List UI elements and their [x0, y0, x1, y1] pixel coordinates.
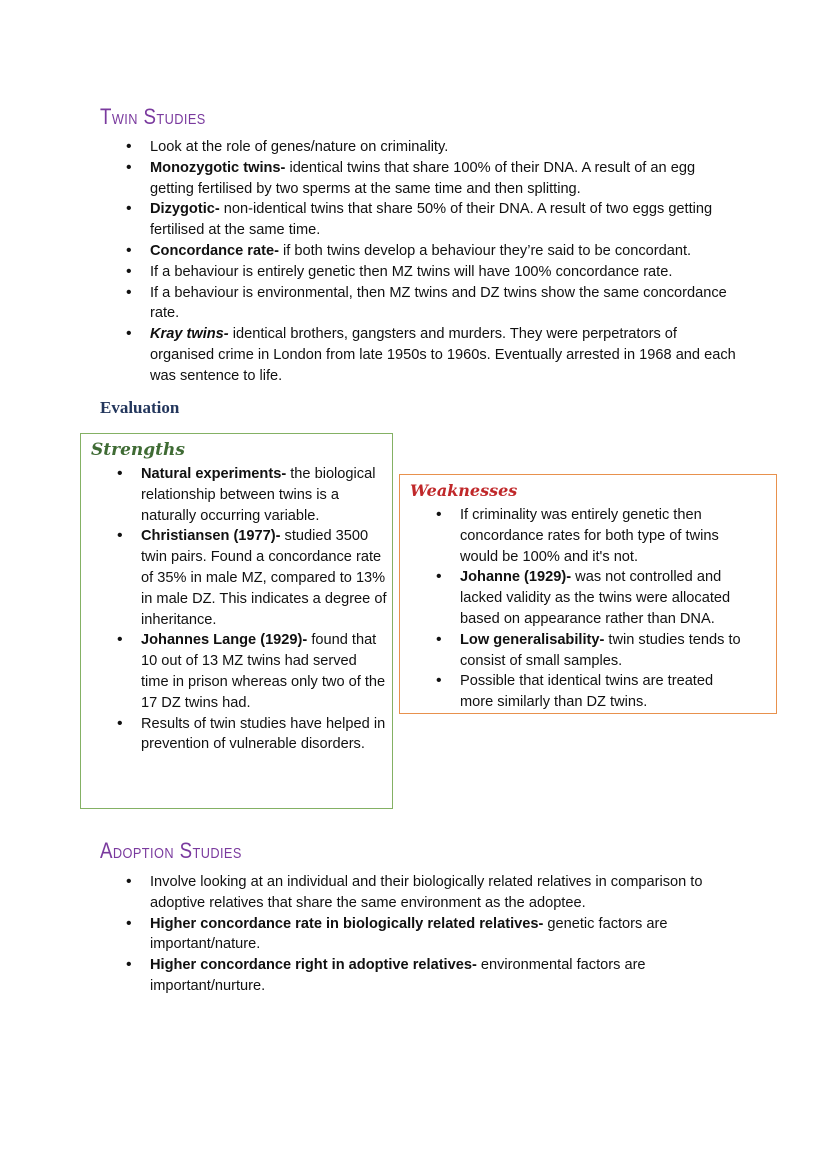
- item-term: Low generalisability-: [460, 631, 605, 648]
- list-item: [126, 158, 736, 200]
- item-text: identical brothers, gangsters and murders. They were perpetrators of organised crime in London from late 1950s to 1960s. Eventually arrested in 1968 and each was sentence to life.: [150, 326, 736, 384]
- item-text: Results of twin studies have helped in prevention of vulnerable disorders.: [141, 715, 386, 753]
- list-item: [126, 283, 736, 325]
- list-item: [126, 241, 736, 262]
- item-term: Higher concordance rate in biologically related relatives-: [150, 915, 544, 932]
- list-item: [126, 955, 736, 997]
- list-item: [436, 567, 741, 629]
- list-item: [117, 464, 387, 526]
- list-item: [126, 324, 736, 386]
- list-item: [117, 526, 387, 630]
- item-text: If a behaviour is entirely genetic then MZ twins will have 100% concordance rate.: [150, 263, 673, 280]
- item-text: twin studies tends to consist of small samples.: [460, 631, 741, 669]
- adoption-studies-heading: Adoption Studies: [100, 838, 242, 863]
- item-term: Johanne (1929)-: [460, 569, 572, 586]
- twin-studies-list: [126, 137, 736, 387]
- item-text: If criminality was entirely genetic then concordance rates for both type of twins would be 100% and it's not.: [460, 507, 719, 565]
- strengths-list: [117, 464, 387, 755]
- item-term: Concordance rate-: [150, 242, 279, 259]
- twin-studies-heading: Twin Studies: [100, 104, 206, 129]
- item-term: Natural experiments-: [141, 466, 287, 482]
- adoption-studies-list: [126, 872, 736, 997]
- item-text: If a behaviour is environmental, then MZ twins and DZ twins show the same concordance rate.: [150, 284, 727, 322]
- list-item: [117, 714, 387, 756]
- list-item: [436, 630, 741, 672]
- weaknesses-list: [436, 505, 741, 713]
- list-item: [126, 914, 736, 956]
- list-item: [126, 199, 736, 241]
- weaknesses-box: [399, 474, 777, 714]
- item-text: the biological relationship between twins is a naturally occurring variable.: [141, 466, 376, 524]
- item-text: Possible that identical twins are treated more similarly than DZ twins.: [460, 673, 714, 711]
- item-text: non-identical twins that share 50% of their DNA. A result of two eggs getting fertilised at the same time.: [150, 201, 713, 239]
- item-text: if both twins develop a behaviour they’re said to be concordant.: [278, 242, 692, 259]
- strengths-box: [80, 433, 393, 809]
- evaluation-heading: Evaluation: [100, 398, 180, 417]
- list-item: [436, 671, 741, 713]
- list-item: [436, 505, 741, 567]
- item-text: was not controlled and lacked validity as the twins were allocated based on appearance rather than DNA.: [460, 569, 731, 627]
- item-text: Look at the role of genes/nature on criminality.: [150, 139, 449, 155]
- item-text: Involve looking at an individual and their biologically related relatives in comparison to adoptive relatives that share the same environment as the adoptee.: [150, 874, 703, 911]
- item-term: Dizygotic-: [150, 201, 220, 218]
- list-item: [126, 262, 736, 283]
- item-text: studied 3500 twin pairs. Found a concordance rate of 35% in male MZ, compared to 13% in male DZ. This indicates a degree of inheritance.: [141, 528, 387, 628]
- item-text: found that 10 out of 13 MZ twins had served time in prison whereas only two of the 17 DZ twins had.: [141, 632, 386, 711]
- weaknesses-title: Weaknesses: [410, 481, 518, 500]
- item-term: Kray twins-: [150, 326, 229, 343]
- item-term: Johannes Lange (1929)-: [141, 632, 308, 649]
- item-term: Christiansen (1977)-: [141, 528, 281, 545]
- list-item: [117, 630, 387, 713]
- strengths-title: Strengths: [91, 440, 185, 460]
- item-text: genetic factors are important/nature.: [150, 915, 668, 953]
- item-term: Higher concordance right in adoptive relatives-: [150, 957, 477, 974]
- item-text: environmental factors are important/nurture.: [150, 957, 646, 994]
- item-term: Monozygotic twins-: [150, 159, 286, 176]
- list-item: [126, 137, 736, 158]
- list-item: [126, 872, 736, 914]
- item-text: identical twins that share 100% of their DNA. A result of an egg getting fertilised by two sperms at the same time and then splitting.: [150, 159, 696, 197]
